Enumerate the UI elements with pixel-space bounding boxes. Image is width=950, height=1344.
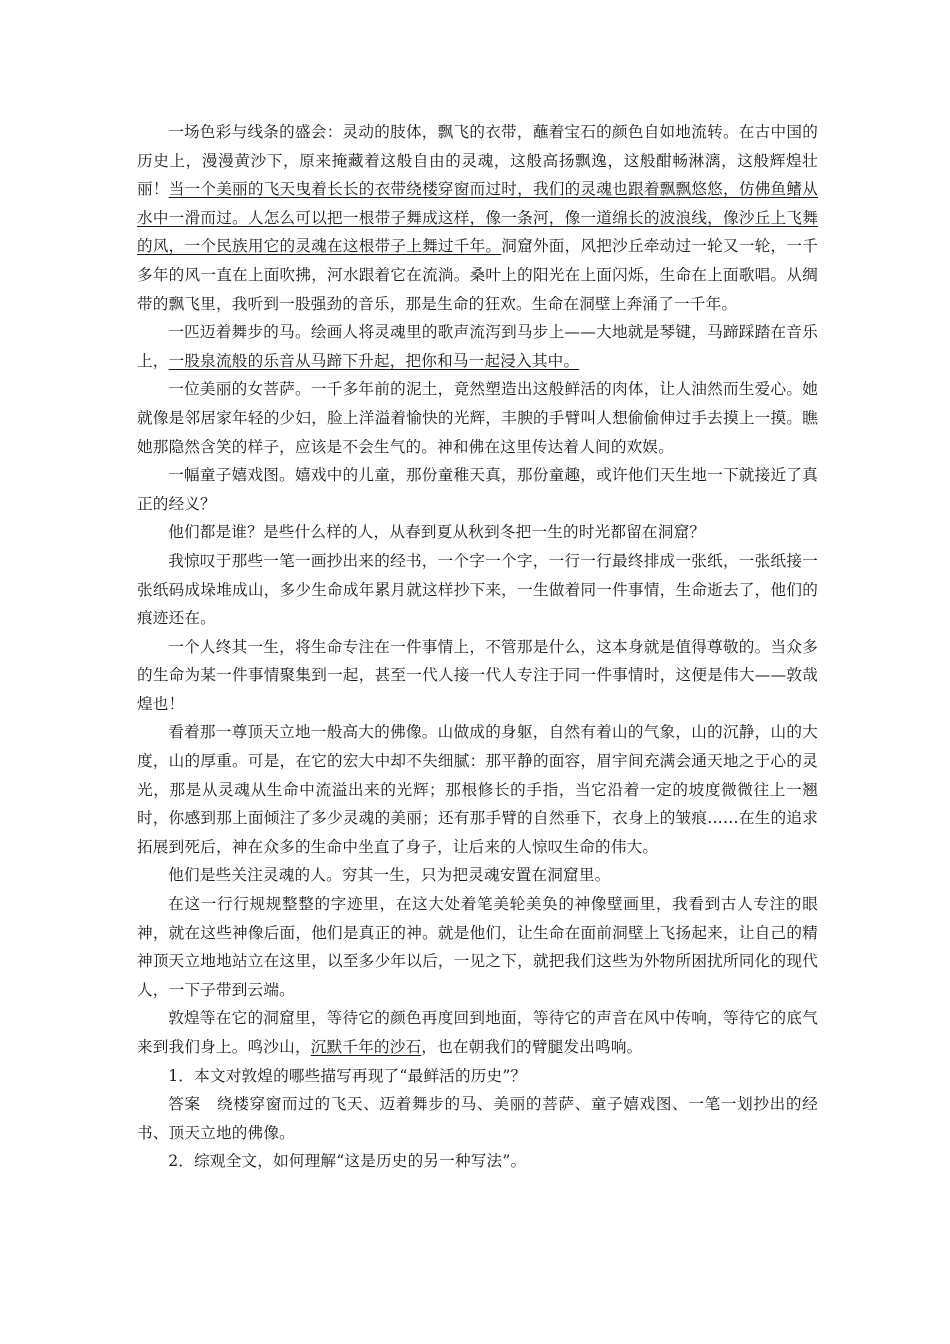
text-segment: 一场色彩与线条的盛会：灵动的肢体，飘飞的衣带，蘸着宝石的颜色自如地流转。在古中国的历史上，漫漫黄沙下，原来掩藏着这般自由的灵魂，这般高扬飘逸，这般酣畅淋漓，这般辉煌壮丽！	[137, 123, 818, 199]
underlined-segment: 沉默千年的沙石	[310, 1038, 422, 1056]
paragraph-bodhisattva	[137, 375, 818, 461]
text-segment: 一幅童子嬉戏图。嬉戏中的儿童，那份童稚天真，那份童趣，或许他们天生地一下就接近了真正的经义？	[137, 466, 818, 513]
paragraph-dunhuang-waits	[137, 1004, 818, 1061]
text-segment: 他们都是谁？是些什么样的人，从春到夏从秋到冬把一生的时光都留在洞窟？	[168, 523, 706, 542]
text-segment: 在这一行行规规整整的字迹里，在这大处着笔美轮美奂的神像壁画里，我看到古人专注的眼神，就在这些神像后面，他们是真正的神。就是他们，让生命在面前洞壁上飞扬起来，让自己的精神顶天立地地站立在这里，以至多少年以后，一见之下，就把我们这些为外物所困扰所同化的现代人，一下子带到云端。	[137, 895, 818, 999]
text-segment: 一匹迈着舞步的马。绘画人将灵魂里的歌声流泻到马步上——大地就是琴键，马蹄踩踏在音乐上，	[137, 323, 818, 370]
paragraph-children-play	[137, 461, 818, 518]
paragraph-true-gods	[137, 890, 818, 1004]
text-segment: ，也在朝我们的臂腿发出鸣响。	[421, 1038, 643, 1056]
paragraph-dancing-horse	[137, 318, 818, 375]
question-1	[137, 1062, 818, 1091]
underlined-segment: 一股泉流般的乐音从马蹄下升起，把你和马一起浸入其中。	[168, 351, 580, 370]
underlined-segment: 当一个美丽的飞天曳着长长的衣带绕楼穿窗而过时，我们的灵魂也跟着飘飘悠悠，仿佛鱼鳍从水中一滑而过。人怎么可以把一根带子舞成这样，像一条河，像一道绵长的波浪线，像沙丘上飞舞的风，一个民族用它的灵魂在这根带子上舞过千年。	[137, 180, 819, 256]
text-segment: 1．本文对敦煌的哪些描写再现了“最鲜活的历史”？	[168, 1066, 527, 1085]
answer-1	[137, 1090, 818, 1147]
paragraph-flying-apsaras	[137, 118, 818, 318]
text-segment: 答案 绕楼穿窗而过的飞天、迈着舞步的马、美丽的菩萨、童子嬉戏图、一笔一划抄出的经书、顶天立地的佛像。	[137, 1095, 818, 1142]
text-segment: 他们是些关注灵魂的人。穷其一生，只为把灵魂安置在洞窟里。	[168, 866, 611, 885]
article-body	[137, 118, 818, 1176]
text-segment: 我惊叹于那些一笔一画抄出来的经书，一个字一个字，一行一行最终排成一张纸，一张纸接一张纸码成垛堆成山，多少生命成年累月就这样抄下来，一生做着同一件事情，生命逝去了，他们的痕迹还在。	[137, 551, 818, 628]
text-segment: 洞窟外面，风把沙丘牵动过一轮又一轮，一千多年的风一直在上面吹拂，河水跟着它在流淌。桑叶上的阳光在上面闪烁，生命在上面歌唱。从绸带的飘飞里，我听到一股强劲的音乐，那是生命的狂欢。生命在洞壁上奔涌了一千年。	[137, 237, 818, 313]
text-segment: 看着那一尊顶天立地一般高大的佛像。山做成的身躯，自然有着山的气象，山的沉静，山的大度，山的厚重。可是，在它的宏大中却不失细腻：那平静的面容，眉宇间充满会通天地之于心的灵光，那是从灵魂从生命中流溢出来的光辉；那根修长的手指，当它沿着一定的坡度微微往上一翘时，你感到那上面倾注了多少灵魂的美丽；还有那手臂的自然垂下，衣身上的皱痕……在生的追求拓展到死后，神在众多的生命中坐直了身子，让后来的人惊叹生命的伟大。	[137, 723, 818, 856]
text-segment: 2．综观全文，如何理解“这是历史的另一种写法”。	[168, 1152, 527, 1171]
paragraph-sutras	[137, 547, 818, 633]
text-segment: 一位美丽的女菩萨。一千多年前的泥土，竟然塑造出这般鲜活的肉体，让人油然而生爱心。她就像是邻居家年轻的少妇，脸上洋溢着愉快的光辉，丰腴的手臂叫人想偷偷伸过手去摸上一摸。瞧她那隐然含笑的样子，应该是不会生气的。神和佛在这里传达着人间的欢娱。	[137, 380, 818, 456]
text-segment: 敦煌等在它的洞窟里，等待它的颜色再度回到地面，等待它的声音在风中传响，等待它的底气来到我们身上。鸣沙山，	[137, 1009, 818, 1056]
paragraph-giant-buddha	[137, 718, 818, 861]
paragraph-who-were-they	[137, 518, 818, 547]
paragraph-soul-keepers	[137, 861, 818, 890]
paragraph-lifetime-devotion	[137, 633, 818, 719]
question-2	[137, 1147, 818, 1176]
text-segment: 一个人终其一生，将生命专注在一件事情上，不管那是什么，这本身就是值得尊敬的。当众多的生命为某一件事情聚集到一起，甚至一代人接一代人专注于同一件事情时，这便是伟大——敦哉煌也！	[137, 637, 818, 713]
